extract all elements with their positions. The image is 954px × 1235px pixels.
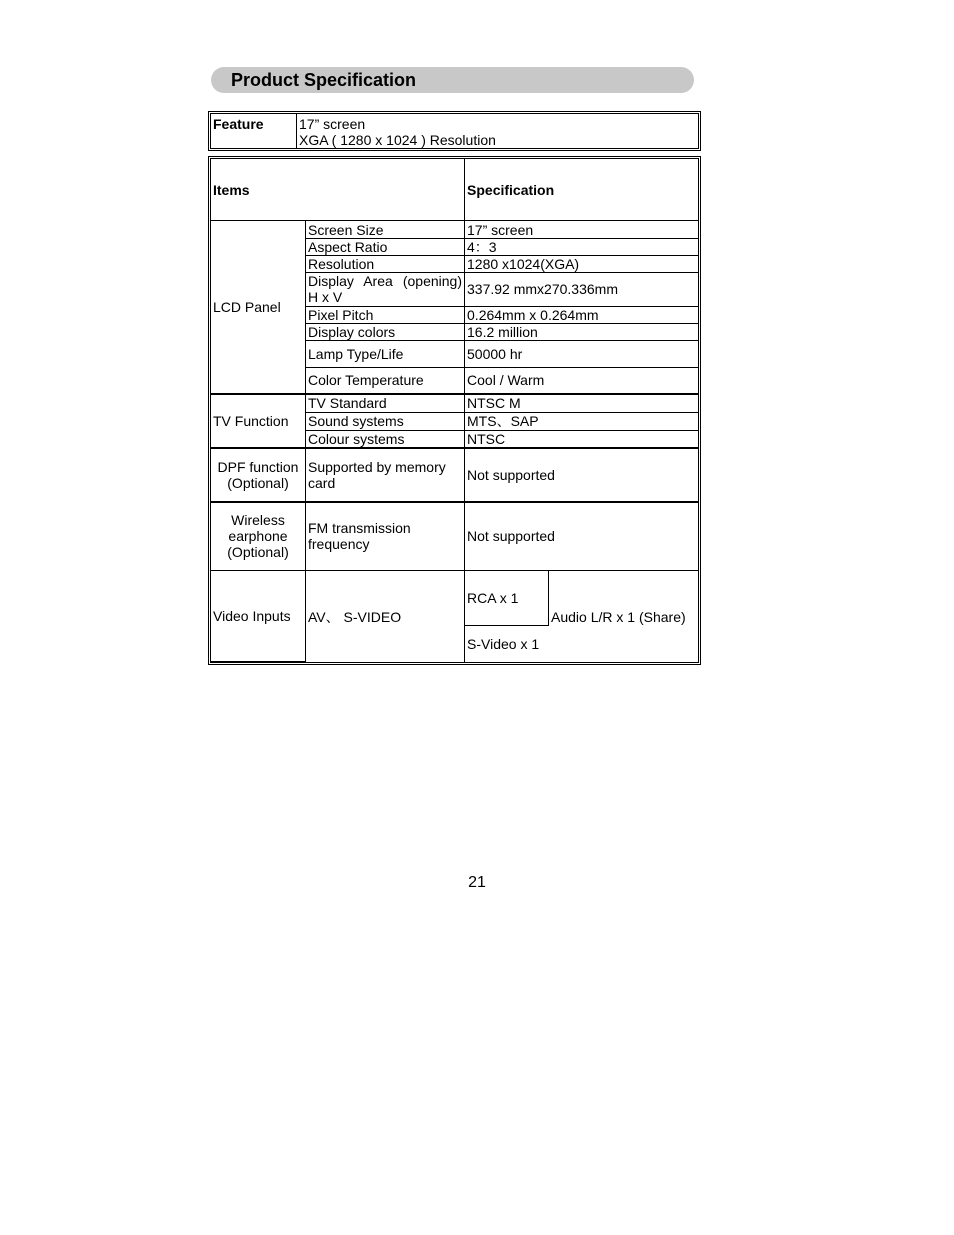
item-value: NTSC M — [465, 395, 698, 413]
item-label-line: Supported by memory — [308, 458, 446, 475]
table-row — [211, 571, 698, 625]
item-label: Resolution — [306, 256, 465, 273]
table-row — [211, 503, 698, 572]
item-value: 16.2 million — [465, 324, 698, 341]
item-label: Lamp Type/Life — [306, 341, 465, 367]
item-value: 1280 x1024(XGA) — [465, 256, 698, 273]
item-value: 0.264mm x 0.264mm — [465, 307, 698, 324]
item-value: Not supported — [465, 449, 698, 502]
table-row — [211, 449, 698, 502]
video-rca-value: RCA x 1 — [465, 571, 549, 625]
feature-label: Feature — [211, 114, 297, 148]
feature-table — [208, 111, 701, 151]
video-audio-value: Audio L/R x 1 (Share) — [551, 608, 686, 625]
feature-line-screen: 17” screen — [299, 116, 366, 132]
item-label: Screen Size — [306, 221, 465, 238]
item-label: Colour systems — [306, 431, 465, 449]
item-label: AV、 S-VIDEO — [306, 571, 465, 662]
item-label: Sound systems — [306, 413, 465, 431]
specification-table — [208, 156, 701, 665]
item-label — [306, 503, 465, 572]
feature-line-resolution: XGA ( 1280 x 1024 ) Resolution — [299, 132, 496, 148]
feature-row — [211, 114, 698, 148]
item-value: 50000 hr — [465, 341, 698, 367]
header-items: Items — [211, 159, 465, 221]
group-video-inputs: Video Inputs — [211, 571, 306, 662]
item-label: TV Standard — [306, 395, 465, 413]
table-header-row — [211, 159, 698, 221]
header-specification: Specification — [465, 159, 698, 221]
item-value: 337.92 mmx270.336mm — [465, 273, 698, 307]
group-tv-function: TV Function — [211, 395, 306, 449]
group-wireless-earphone — [211, 503, 306, 572]
group-dpf-function — [211, 449, 306, 502]
group-label-line: (Optional) — [227, 544, 289, 561]
feature-value — [297, 114, 698, 148]
item-value: Not supported — [465, 503, 698, 572]
item-value: Cool / Warm — [465, 368, 698, 395]
item-label: Pixel Pitch — [306, 307, 465, 324]
item-value: 17” screen — [465, 221, 698, 238]
video-svideo-value: S-Video x 1 — [467, 635, 540, 652]
page-number: 21 — [468, 874, 486, 891]
item-value: NTSC — [465, 431, 698, 449]
item-value: 4：3 — [465, 239, 698, 256]
group-label-line: Wireless — [231, 512, 285, 529]
item-label: Aspect Ratio — [306, 239, 465, 256]
table-row — [211, 221, 698, 238]
item-label: Color Temperature — [306, 368, 465, 395]
table-row — [211, 395, 698, 413]
item-label: Display Area (opening) H x V — [306, 273, 465, 307]
item-label-line: FM transmission — [308, 520, 411, 537]
item-label: Display colors — [306, 324, 465, 341]
section-title-bar — [211, 67, 694, 93]
page-title: Product Specification — [231, 70, 417, 90]
item-label-line: frequency — [308, 536, 370, 553]
item-value: MTS、SAP — [465, 413, 698, 431]
item-label-line: card — [308, 474, 336, 491]
item-label — [306, 449, 465, 502]
group-label-line: DPF function — [217, 458, 299, 475]
group-lcd-panel: LCD Panel — [211, 221, 306, 394]
group-label-line: earphone — [228, 528, 288, 545]
group-label-line: (Optional) — [227, 474, 289, 491]
